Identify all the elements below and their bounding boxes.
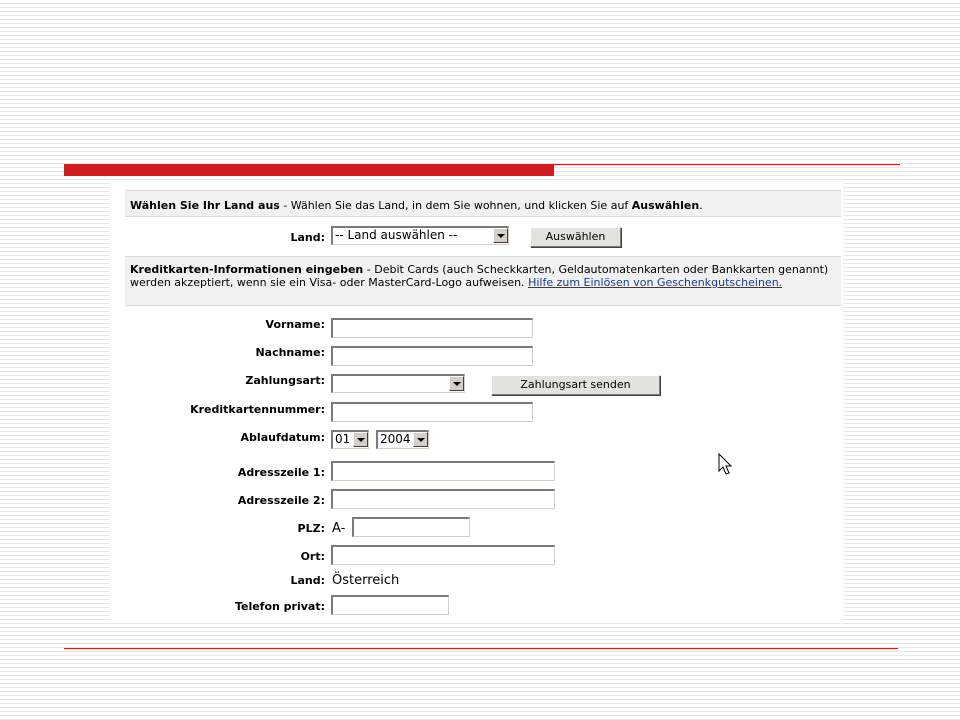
mouse-pointer-icon [718, 453, 734, 477]
country-section-header [125, 190, 841, 217]
country-section-text: - Wählen Sie das Land, in dem Sie wohnen, und klicken Sie auf [279, 199, 632, 212]
send-payment-type-button[interactable]: Zahlungsart senden [491, 375, 660, 395]
plz-input[interactable] [352, 517, 470, 537]
ort-label: Ort: [300, 550, 325, 563]
chevron-down-icon[interactable] [413, 432, 428, 447]
chevron-down-icon[interactable] [449, 376, 464, 391]
ablauf-label: Ablaufdatum: [240, 431, 325, 444]
red-divider-top [554, 164, 900, 165]
expiry-year-value: 2004 [380, 432, 411, 446]
creditcard-section-text: - Debit Cards (auch Scheckkarten, Geldautomatenkarten oder Bankkarten genannt) werden akzeptiert, wenn sie ein Visa- oder MasterCard-Logo aufweisen. [130, 263, 829, 289]
country-section-bold-word: Auswählen [631, 199, 700, 212]
zahlungsart-label: Zahlungsart: [245, 374, 325, 387]
chevron-down-icon[interactable] [353, 432, 368, 447]
nachname-input[interactable] [331, 346, 533, 366]
kartennummer-input[interactable] [331, 402, 533, 422]
telefon-label: Telefon privat: [234, 600, 325, 613]
creditcard-section-title: Kreditkarten-Informationen eingeben [130, 263, 364, 276]
ort-input[interactable] [331, 545, 555, 565]
select-country-button[interactable]: Auswählen [530, 227, 621, 247]
plz-prefix: A- [332, 521, 346, 536]
red-accent-bar [64, 164, 554, 176]
plz-label: PLZ: [297, 522, 325, 535]
creditcard-section-header [125, 256, 841, 306]
country-section-title: Wählen Sie Ihr Land aus [130, 199, 280, 212]
adresse1-label: Adresszeile 1: [237, 466, 325, 479]
kartennummer-label: Kreditkartennummer: [190, 403, 325, 416]
vorname-input[interactable] [331, 318, 533, 338]
expiry-year-select[interactable] [376, 430, 429, 449]
zahlungsart-select[interactable] [331, 374, 465, 393]
checkout-form-panel [110, 182, 843, 623]
red-divider-bottom [64, 648, 898, 649]
expiry-month-select[interactable] [331, 430, 369, 449]
gift-voucher-help-link[interactable]: Hilfe zum Einlösen von Geschenkgutscheinen. [528, 276, 783, 289]
country-section-period: . [699, 199, 703, 212]
expiry-month-value: 01 [335, 432, 351, 446]
country-select[interactable] [331, 226, 509, 245]
adresse1-input[interactable] [331, 461, 555, 481]
land-label: Land: [290, 574, 325, 587]
country-select-value: -- Land auswählen -- [335, 228, 458, 242]
country-select-label: Land: [290, 231, 325, 244]
land-value: Österreich [332, 573, 400, 588]
telefon-input[interactable] [331, 595, 449, 615]
chevron-down-icon[interactable] [493, 228, 508, 243]
adresse2-input[interactable] [331, 489, 555, 509]
adresse2-label: Adresszeile 2: [237, 494, 325, 507]
vorname-label: Vorname: [265, 318, 325, 331]
nachname-label: Nachname: [255, 346, 325, 359]
